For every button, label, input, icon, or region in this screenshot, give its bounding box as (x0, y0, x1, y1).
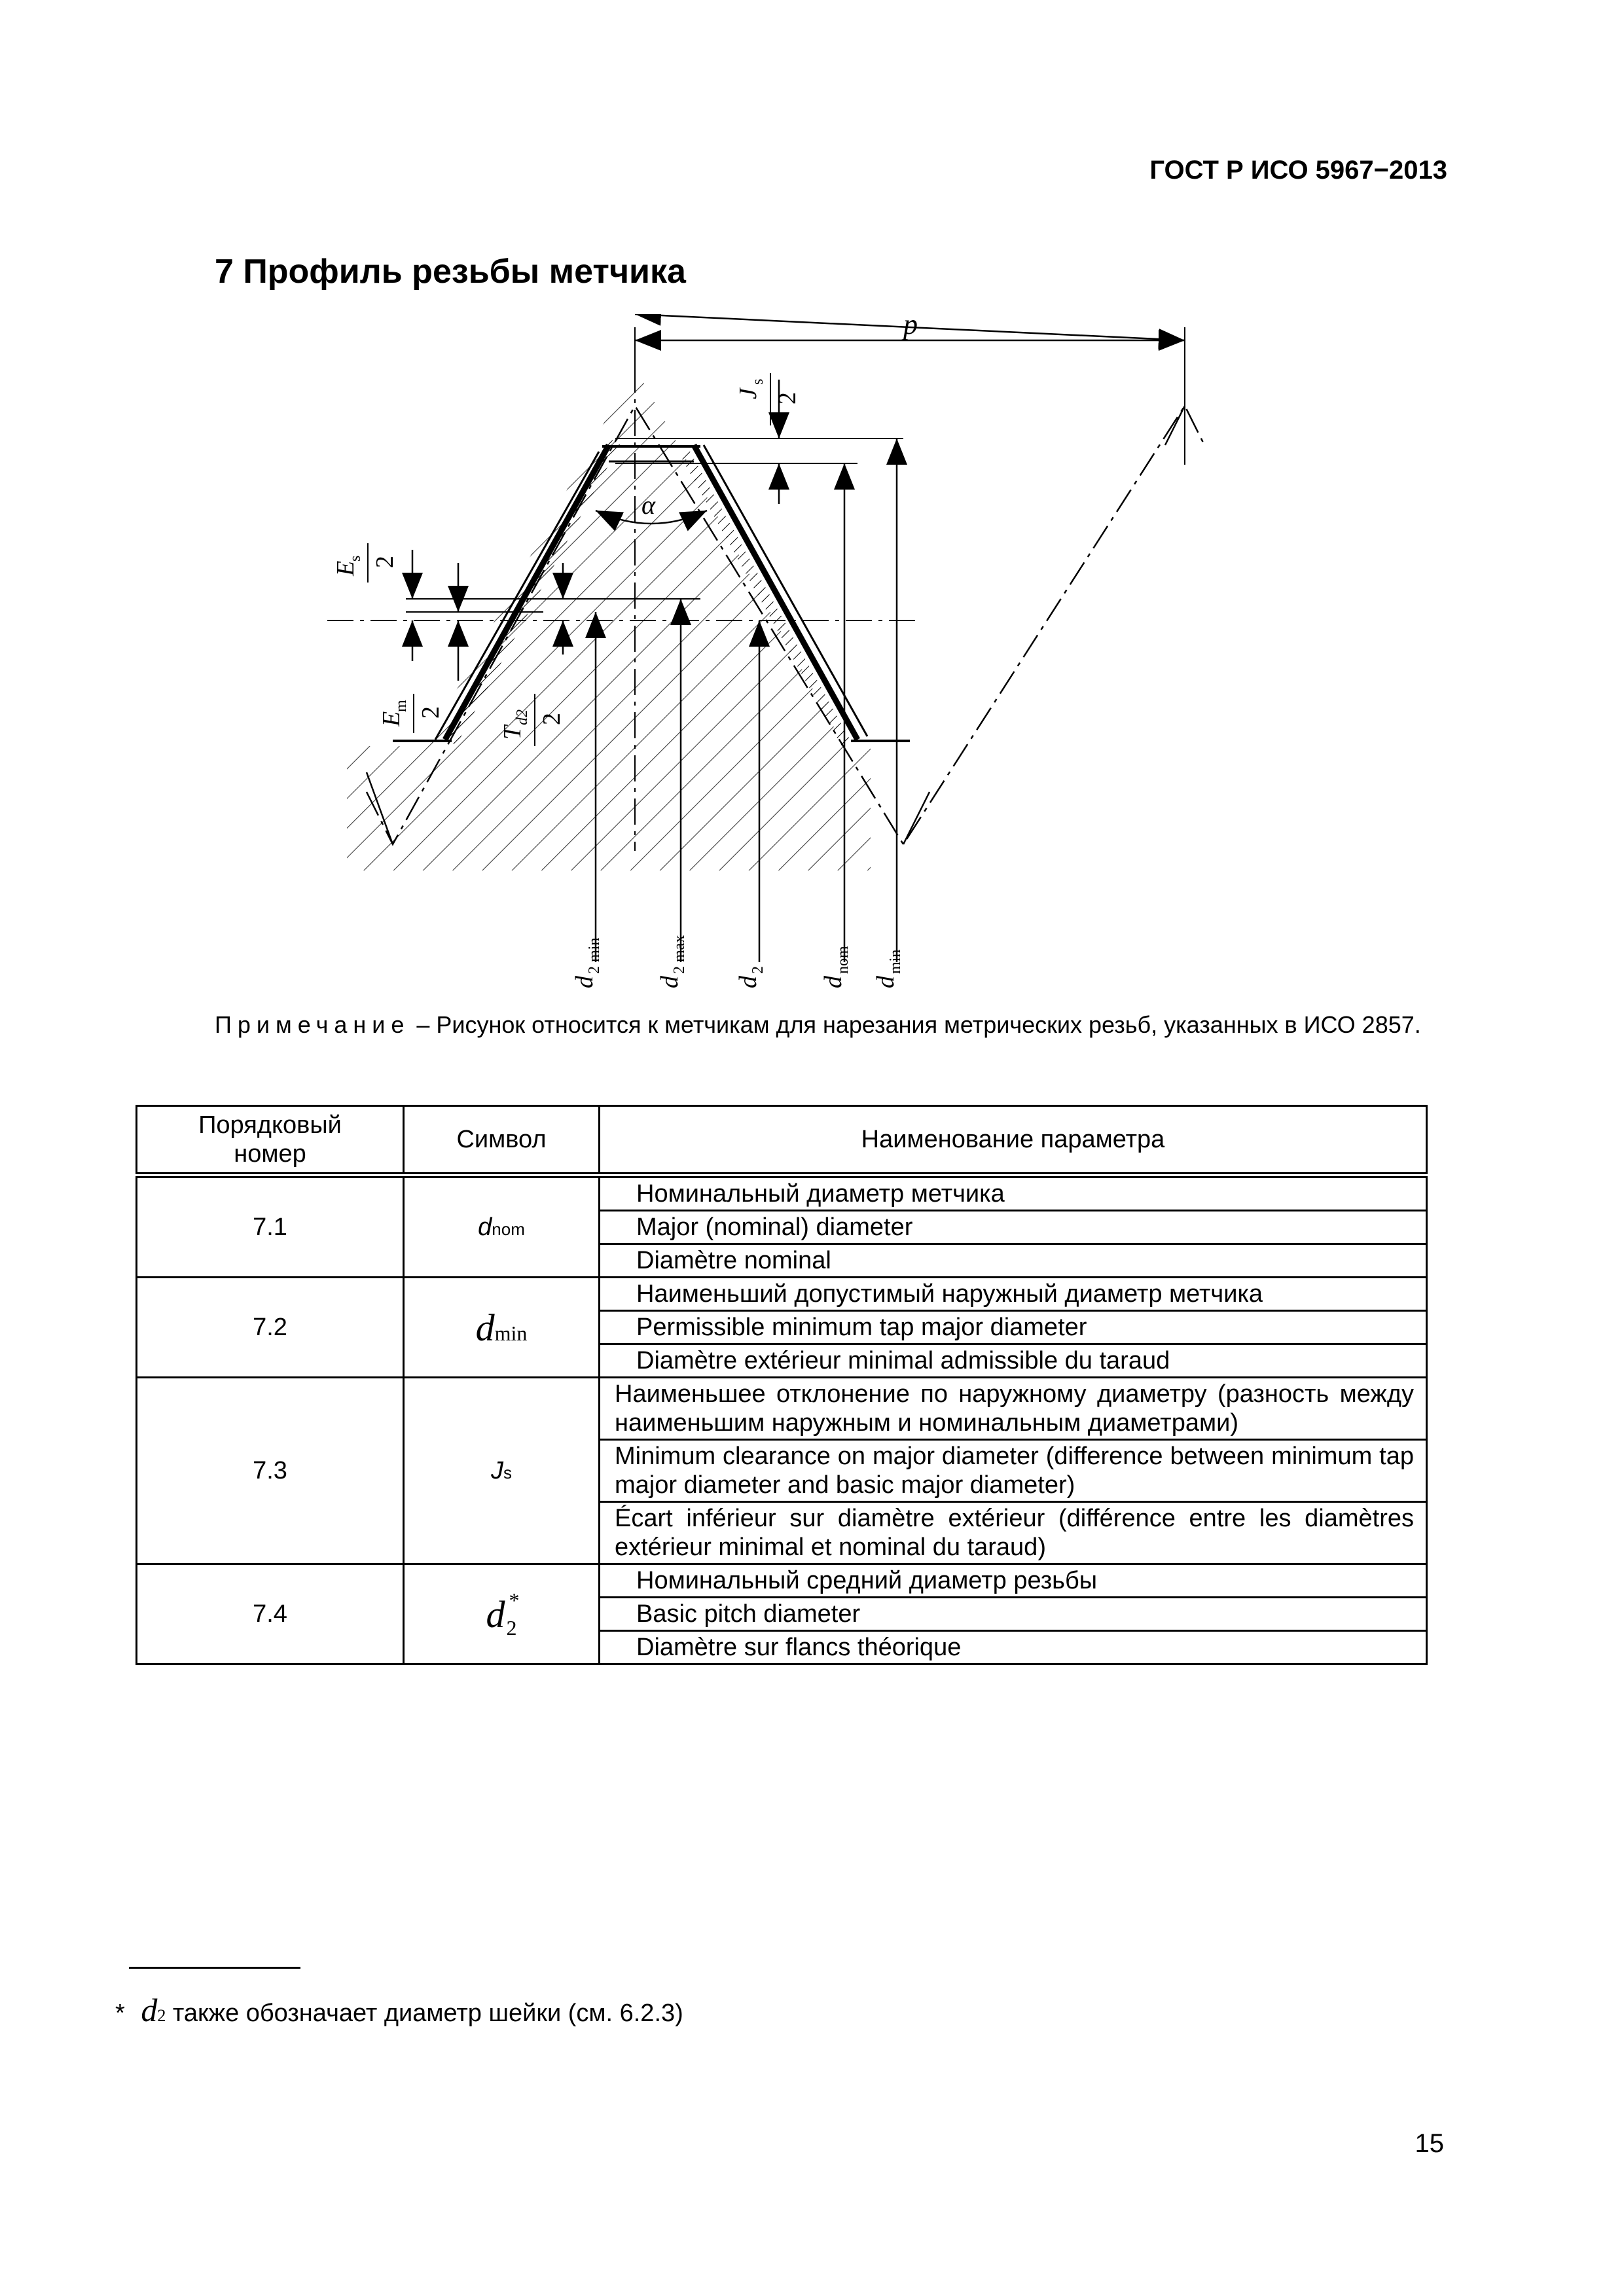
section-title: 7 Профиль резьбы метчика (215, 253, 686, 291)
row-symbol (404, 1564, 600, 1664)
row-symbol (404, 1378, 600, 1564)
symbol-main: d (475, 1306, 495, 1349)
footnote (115, 1991, 683, 2029)
name-en: Minimum clearance on major diameter (difference between minimum tap major diameter and basic major diameter) (600, 1440, 1427, 1502)
footnote-text: также обозначает диаметр шейки (см. 6.2.3) (166, 2000, 683, 2027)
pitch-label: p (903, 314, 918, 340)
name-ru: Номинальный средний диаметр резьбы (600, 1564, 1427, 1598)
document-code: ГОСТ Р ИСО 5967−2013 (1149, 156, 1447, 185)
es-label: E (332, 560, 359, 576)
figure-note (113, 1008, 1441, 1042)
note-text: – Рисунок относится к метчикам для нарезания метрических резьб, указанных в ИСО 2857. (410, 1011, 1421, 1038)
table-row (137, 1278, 1427, 1311)
em-label: E (378, 711, 405, 726)
header-number: Порядковый номер (137, 1106, 404, 1175)
name-fr: Diamètre nominal (600, 1244, 1427, 1278)
dmin-sub: min (887, 949, 904, 974)
name-en: Basic pitch diameter (600, 1598, 1427, 1631)
row-symbol (404, 1175, 600, 1278)
js-denominator: 2 (774, 392, 801, 404)
symbol-sub: nom (492, 1219, 525, 1239)
d2min-sub: 2 min (586, 937, 603, 974)
header-name: Наименование параметра (600, 1106, 1427, 1175)
symbol-main: d (486, 1592, 505, 1636)
name-ru: Номинальный диаметр метчика (600, 1175, 1427, 1211)
d2-label: d (734, 976, 762, 988)
name-fr: Écart inférieur sur diamètre extérieur (différence entre les diamètres extérieur minimal et nominal du taraud) (600, 1502, 1427, 1564)
thread-profile-figure (327, 314, 1244, 1001)
dnom-sub: nom (835, 946, 852, 974)
table-header-row (137, 1106, 1427, 1175)
page-number: 15 (1415, 2129, 1444, 2158)
row-number: 7.4 (137, 1564, 404, 1664)
em-denominator: 2 (417, 706, 444, 719)
symbol-sub: s (503, 1462, 512, 1482)
js-sub: s (749, 378, 767, 385)
d2min-label: d (571, 976, 598, 988)
footnote-rule (129, 1967, 300, 1969)
symbol-main: d (478, 1213, 492, 1241)
name-fr: Diamètre sur flancs théorique (600, 1631, 1427, 1664)
symbol-main: J (491, 1456, 503, 1484)
parameters-table (135, 1105, 1428, 1665)
row-number: 7.1 (137, 1175, 404, 1278)
row-number: 7.2 (137, 1278, 404, 1378)
name-ru: Наименьший допустимый наружный диаметр метчика (600, 1278, 1427, 1311)
es-sub: s (347, 555, 364, 562)
table-row (137, 1564, 1427, 1598)
name-en: Permissible minimum tap major diameter (600, 1311, 1427, 1344)
alpha-label: α (641, 490, 655, 520)
row-symbol (404, 1278, 600, 1378)
name-en: Major (nominal) diameter (600, 1211, 1427, 1244)
dnom-label: d (820, 976, 847, 988)
table-row (137, 1175, 1427, 1211)
dmin-label: d (872, 976, 899, 988)
row-number: 7.3 (137, 1378, 404, 1564)
footnote-symbol: d (141, 1992, 158, 2028)
symbol-sub: min (494, 1321, 528, 1345)
d2max-label: d (656, 976, 683, 988)
td-sub: d2 (514, 709, 531, 725)
footnote-mark: * (115, 2000, 125, 2027)
td-label: T (499, 725, 526, 740)
symbol-sup: * (509, 1588, 520, 1612)
em-sub: m (393, 700, 410, 712)
d2max-sub: 2 max (671, 935, 688, 974)
d2-sub: 2 (749, 966, 767, 974)
es-denominator: 2 (371, 556, 399, 568)
name-fr: Diamètre extérieur minimal admissible du taraud (600, 1344, 1427, 1378)
footnote-symbol-sub: 2 (157, 2006, 166, 2025)
note-label: Примечание (215, 1011, 410, 1038)
table-row (137, 1378, 1427, 1440)
td-denominator: 2 (538, 713, 566, 725)
symbol-sub: 2 (506, 1615, 517, 1640)
js-label: J (734, 388, 762, 399)
header-symbol: Символ (404, 1106, 600, 1175)
name-ru: Наименьшее отклонение по наружному диаметру (разность между наименьшим наружным и номинальным диаметрами) (600, 1378, 1427, 1440)
